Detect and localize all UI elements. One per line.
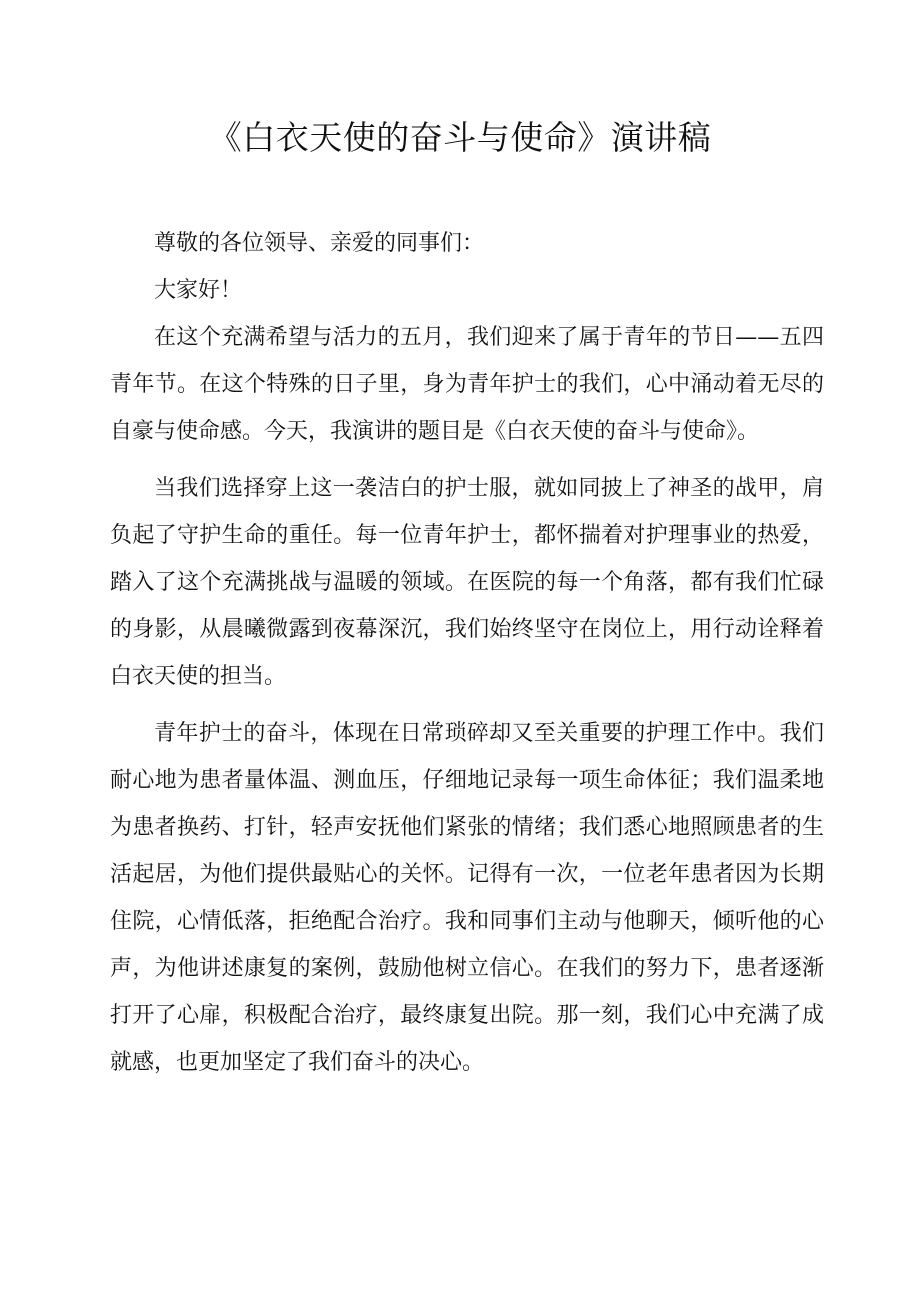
paragraph-struggle: 青年护士的奋斗，体现在日常琐碎却又至关重要的护理工作中。我们耐心地为患者量体温、测血压，仔细地记录每一项生命体征；我们温柔地为患者换药、打针，轻声安抚他们紧张的情绪；我们悉心地照顾患者的生活起居，为他们提供最贴心的关怀。记得有一次，一位老年患者因为长期住院，心情低落，拒绝配合治疗。我和同事们主动与他聊天，倾听他的心声，为他讲述康复的案例，鼓励他树立信心。在我们的努力下，患者逐渐打开了心扉，积极配合治疗，最终康复出院。那一刻，我们心中充满了成就感，也更加坚定了我们奋斗的决心。: [110, 721, 824, 1075]
salutation: 尊敬的各位领导、亲爱的同事们：: [154, 231, 485, 256]
greeting: 大家好！: [154, 278, 243, 303]
document-body: [110, 220, 824, 1086]
document-title: 《白衣天使的奋斗与使命》演讲稿: [208, 118, 712, 157]
paragraph-intro: 在这个充满希望与活力的五月，我们迎来了属于青年的节日——五四青年节。在这个特殊的日子里，身为青年护士的我们，心中涌动着无尽的自豪与使命感。今天，我演讲的题目是《白衣天使的奋斗与使命》。: [110, 325, 824, 444]
paragraph-uniform: 当我们选择穿上这一袭洁白的护士服，就如同披上了神圣的战甲，肩负起了守护生命的重任。每一位青年护士，都怀揣着对护理事业的热爱，踏入了这个充满挑战与温暖的领域。在医院的每一个角落，都有我们忙碌的身影，从晨曦微露到夜幕深沉，我们始终坚守在岗位上，用行动诠释着白衣天使的担当。: [110, 476, 824, 689]
